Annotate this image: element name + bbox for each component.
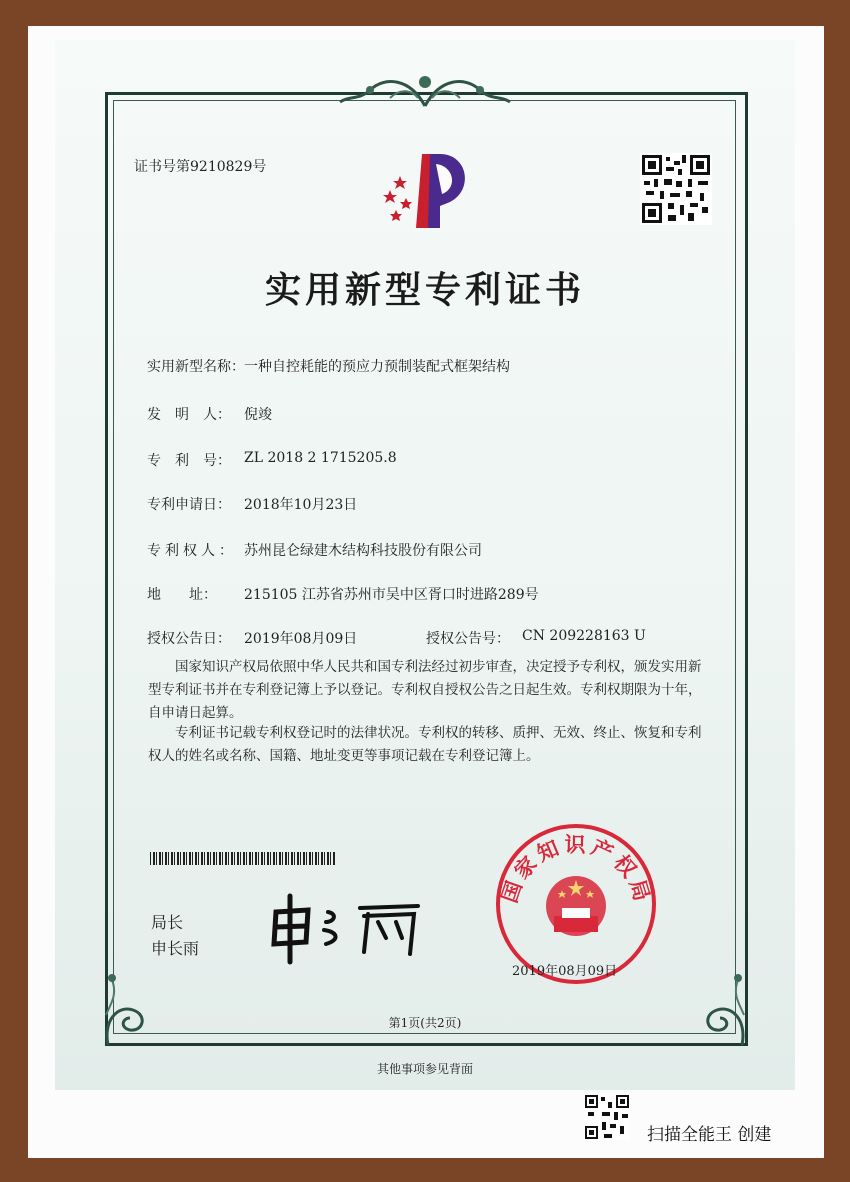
announce-no-value: CN 209228163 U xyxy=(522,628,646,644)
announce-no-label: 授权公告号： xyxy=(426,631,510,647)
address-value: 215105 江苏省苏州市吴中区胥口时进路289号 xyxy=(244,587,539,603)
inventor-value: 倪竣 xyxy=(244,407,272,423)
certificate-number: 证书号第9210829号 xyxy=(134,159,267,175)
inventor-label: 发 明 人： xyxy=(147,407,231,423)
bottom-left-ornament-icon xyxy=(98,960,168,1050)
name-label: 实用新型名称： xyxy=(147,359,245,375)
qr-code-icon xyxy=(640,153,712,225)
director-name: 申长雨 xyxy=(151,939,200,958)
patent-no-value: ZL 2018 2 1715205.8 xyxy=(244,450,397,466)
seal-date: 2019年08月09日 xyxy=(512,964,618,979)
director-signature xyxy=(268,892,428,972)
scanner-qr-icon xyxy=(584,1094,630,1140)
name-value: 一种自控耗能的预应力预制装配式框架结构 xyxy=(244,359,510,375)
page-number: 第1页(共2页) xyxy=(388,1016,462,1030)
legal-status-paragraph: 专利证书记载专利权登记时的法律状况。专利权的转移、质押、无效、终止、恢复和专利权人的姓名或名称、国籍、地址变更等事项记载在专利登记簿上。 xyxy=(148,725,702,764)
seal-text: 国家知识产权局 xyxy=(497,832,656,908)
apply-date-label: 专利申请日： xyxy=(147,497,231,513)
bottom-right-ornament-icon xyxy=(682,960,752,1050)
announce-date-label: 授权公告日： xyxy=(147,631,231,647)
director-title: 局长 xyxy=(151,913,184,932)
address-label: 地 址： xyxy=(147,587,217,603)
holder-value: 苏州昆仑绿建木结构科技股份有限公司 xyxy=(244,543,482,559)
patent-office-logo-icon xyxy=(370,150,482,230)
certificate-title: 实用新型专利证书 xyxy=(264,270,585,311)
patent-no-label: 专 利 号： xyxy=(147,453,231,469)
scanner-watermark: 扫描全能王 创建 xyxy=(647,1125,772,1145)
top-ornament-icon xyxy=(330,68,520,118)
holder-label: 专利权人： xyxy=(147,543,237,559)
apply-date-value: 2018年10月23日 xyxy=(244,497,358,513)
bottom-note: 其他事项参见背面 xyxy=(376,1062,473,1076)
grant-paragraph: 国家知识产权局依照中华人民共和国专利法经过初步审查，决定授予专利权，颁发实用新型专利证书并在专利登记簿上予以登记。专利权自授权公告之日起生效。专利权期限为十年，自申请日起算。 xyxy=(148,659,702,721)
announce-date-value: 2019年08月09日 xyxy=(244,631,358,647)
barcode-icon xyxy=(150,852,336,865)
